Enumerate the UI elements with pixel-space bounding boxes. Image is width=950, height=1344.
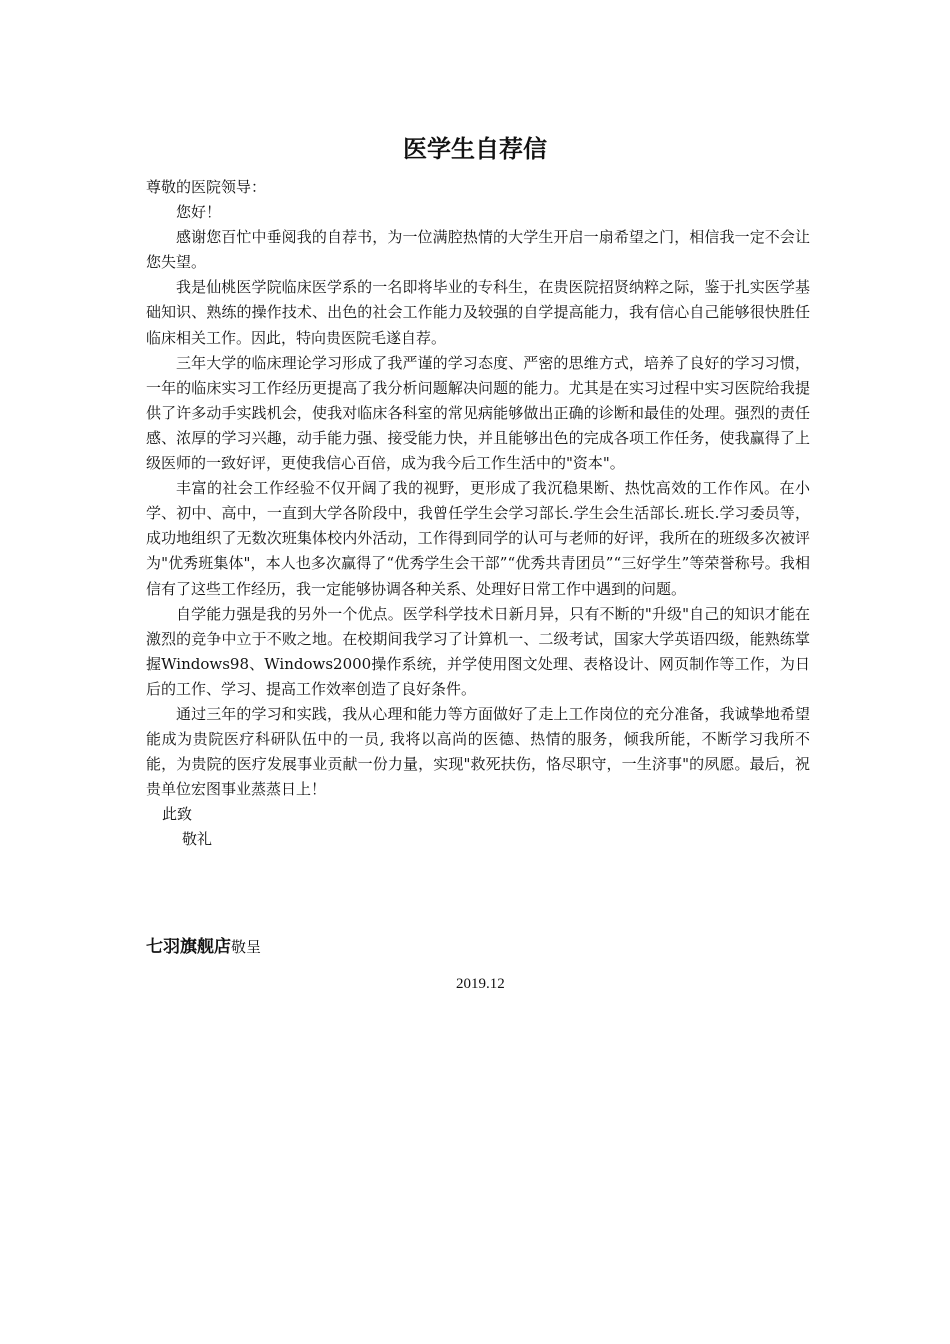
signature-suffix: 敬呈	[231, 938, 262, 956]
letter-title: 医学生自荐信	[403, 135, 547, 163]
signature-name: 七羽旗舰店	[146, 937, 231, 957]
paragraph-2: 我是仙桃医学院临床医学系的一名即将毕业的专科生，在贵医院招贤纳粹之际，鉴于扎实医学基础知识、熟练的操作技术、出色的社会工作能力及较强的自学提高能力，我有信心自己能够很快胜任临床相关工作。因此，特向贵医院毛遂自荐。	[146, 278, 810, 347]
signature	[146, 934, 261, 960]
paragraph-4: 丰富的社会工作经验不仅开阔了我的视野，更形成了我沉稳果断、热忱高效的工作作风。在小学、初中、高中，一直到大学各阶段中，我曾任学生会学习部长.学生会生活部长.班长.学习委员等，成功地组织了无数次班集体校内外活动，工作得到同学的认可与老师的好评，我所在的班级多次被评为"优秀班集体"，本人也多次赢得了“优秀学生会干部”“优秀共青团员”“三好学生”等荣誉称号。我相信有了这些工作经历，我一定能够协调各种关系、处理好日常工作中遇到的问题。	[146, 479, 810, 598]
paragraph-6: 通过三年的学习和实践，我从心理和能力等方面做好了走上工作岗位的充分准备，我诚挚地希望能成为贵院医疗科研队伍中的一员, 我将以高尚的医德、热情的服务，倾我所能，不断学习我所不能，为贵院的医疗发展事业贡献一份力量，实现"救死扶伤，恪尽职守，一生济事"的夙愿。最后，祝贵单位宏图事业蒸蒸日上！	[146, 704, 810, 799]
paragraph-3: 三年大学的临床理论学习形成了我严谨的学习态度、严密的思维方式，培养了良好的学习习惯，一年的临床实习工作经历更提高了我分析问题解决问题的能力。尤其是在实习过程中实习医院给我提供了许多动手实践机会，使我对临床各科室的常见病能够做出正确的诊断和最佳的处理。强烈的责任感、浓厚的学习兴趣，动手能力强、接受能力快，并且能够出色的完成各项工作任务，使我赢得了上级医师的一致好评，更使我信心百倍，成为我今后工作生活中的"资本"。	[146, 353, 810, 473]
closing-line-2: 敬礼	[182, 830, 213, 849]
paragraph-5: 自学能力强是我的另外一个优点。医学科学技术日新月异，只有不断的"升级"自己的知识才能在激烈的竞争中立于不败之地。在校期间我学习了计算机一、二级考试，国家大学英语四级，能熟练掌握Windows98、Windows2000操作系统，并学使用图文处理、表格设计、网页制作等工作，为日后的工作、学习、提高工作效率创造了良好条件。	[146, 604, 810, 698]
closing-line-1: 此致	[162, 805, 193, 824]
greeting: 您好！	[176, 203, 222, 222]
paragraph-1: 感谢您百忙中垂阅我的自荐书，为一位满腔热情的大学生开启一扇希望之门，相信我一定不会让您失望。	[146, 228, 810, 272]
letter-body	[146, 175, 810, 853]
letter-date: 2019.12	[456, 976, 505, 992]
salutation: 尊敬的医院领导：	[146, 178, 267, 196]
